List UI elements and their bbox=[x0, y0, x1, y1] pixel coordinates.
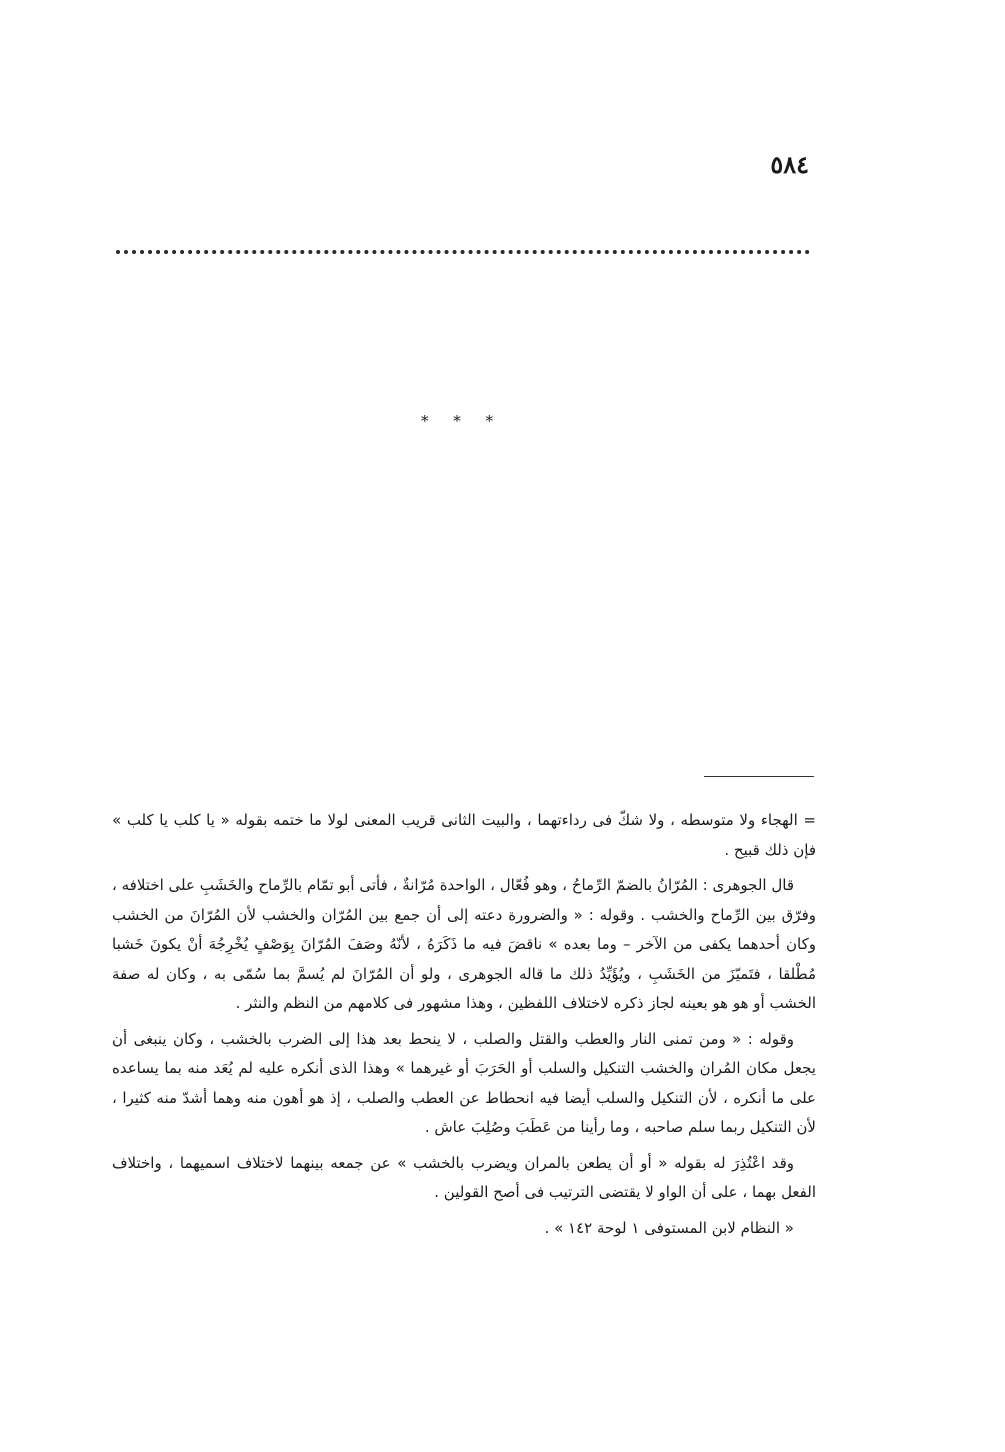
footnote-paragraph-continuation: = الهجاء ولا متوسطه ، ولا شكّ فى رداءتهما ، والبيت الثانى قريب المعنى لولا ما ختمه بقوله « يا كلب يا كلب » فإن ذلك قبيح . bbox=[112, 811, 816, 859]
footnote-paragraph-jawhari: قال الجوهرى : المُرّانُ بالضمّ الرِّماحُ ، وهو فُعّال ، الواحدة مُرّانةٌ ، فأتى أبو تمّام بالرِّماح والخَشَبِ على اختلافه ، وفرّق بين الرِّماح والخشب . وقوله : « والضرورة دعته إلى أن جمع بين المُرّان والخشب لأن المُرّانَ من الخشب وكان أحدهما يكفى من الآخر – وما بعده » ناقضَ فيه ما ذَكَرَهُ ، لأنّهُ وصَفَ المُرّانَ بِوَصْفٍ يُخْرِجُهَ أنْ يكونَ خَشبا مُطْلقا ، فتَميّزَ من الخَشَبِ ، ويُؤَيِّدُ ذلك ما قاله الجوهرى ، ولو أن المُرّانَ لم يُسمَّ بما سُمّى به ، وكان له صفة الخشب أو هو هو بعينه لجاز ذكره لاختلاف اللفظين ، وهذا مشهور فى كلامهم من النظم والنثر . bbox=[112, 876, 816, 1012]
footnote-paragraph-qawluhu: وقوله : « ومن تمنى النار والعطب والقتل والصلب ، لا ينحط بعد هذا إلى الضرب بالخشب ، وكان ينبغى أن يجعل مكان المُران والخشب التنكيل والسلب أو الحَرَبَ أو غيرهما » وهذا الذى أنكره عليه لم يُعَد منه بما يساعده على ما أنكره ، لأن التنكيل والسلب أيضا فيه انحطاط عن العطب والصلب ، إذ هو أهون منه وهما أشدّ منه كثيرا ، لأن التنكيل ربما سلم صاحبه ، وما رأينا من عَطَبَ وصُلِبَ عاش . bbox=[112, 1029, 816, 1136]
footnote-rule bbox=[704, 776, 814, 777]
dotted-header-rule bbox=[116, 250, 810, 254]
page-number: ٥٨٤ bbox=[770, 150, 809, 179]
footnote-source-citation: « النظام لابن المستوفى ١ لوحة ١٤٢ » . bbox=[544, 1218, 794, 1237]
footnote-paragraph-itudhira: وقد اعْتُذِرَ له بقوله « أو أن يطعن بالمران ويضرب بالخشب » عن جمعه بينهما لاختلاف اسميهما ، واختلاف الفعل بهما ، على أن الواو لا يقتضى الترتيب فى أصح القولين . bbox=[112, 1153, 816, 1201]
section-separator-stars: * * * bbox=[420, 412, 504, 430]
footnotes-block bbox=[112, 806, 816, 1249]
